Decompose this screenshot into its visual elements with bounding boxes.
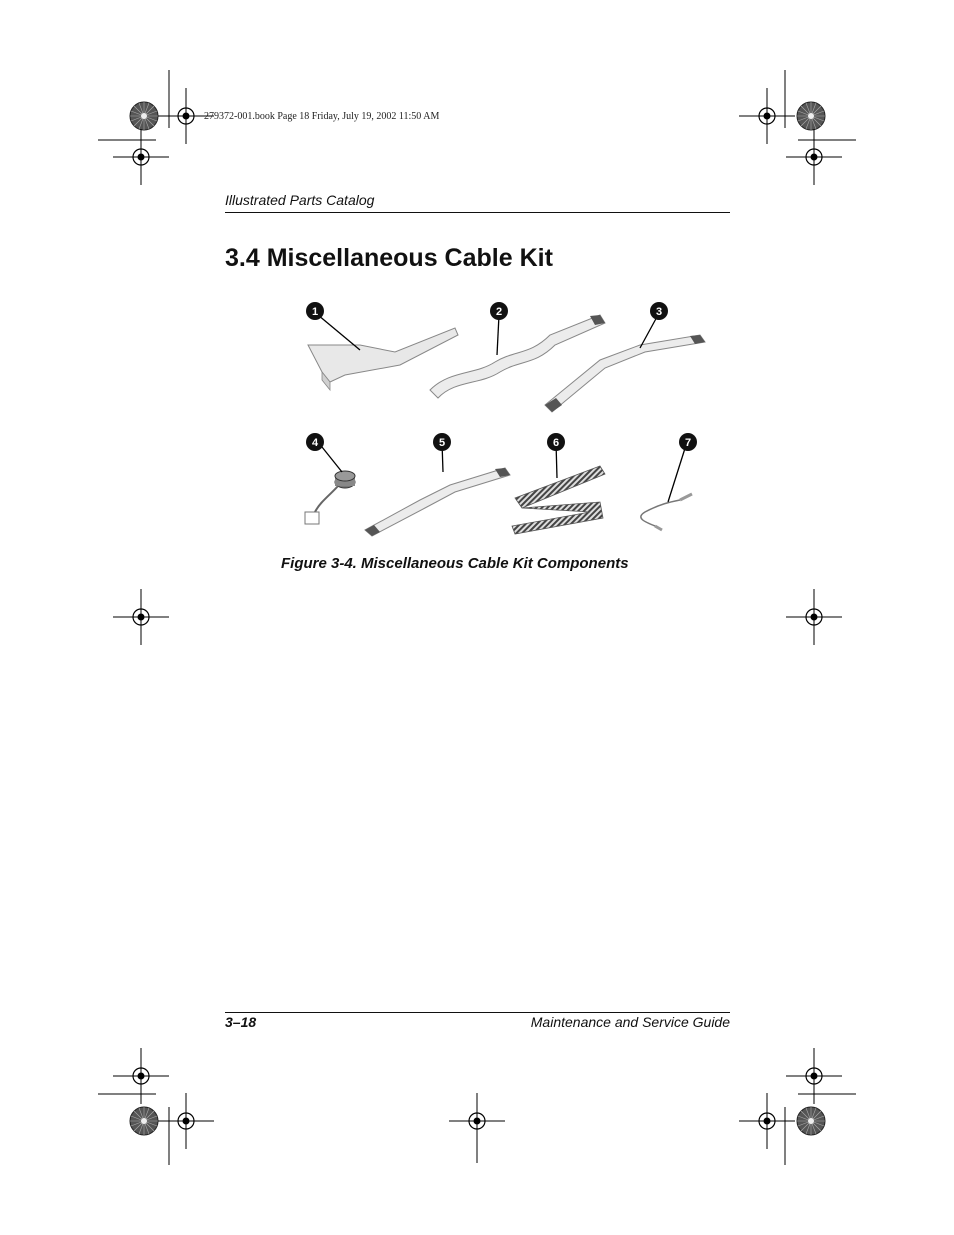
figure-caption: Figure 3-4. Miscellaneous Cable Kit Components: [281, 555, 629, 572]
svg-text:3: 3: [655, 306, 663, 318]
running-head: Illustrated Parts Catalog: [225, 192, 375, 208]
callout-1: [306, 302, 324, 320]
registration-mark-bottom-right: [739, 1093, 795, 1149]
header-rule: [225, 212, 730, 213]
color-target-bottom-right: [797, 1107, 825, 1135]
color-target-bottom-left: [130, 1107, 158, 1135]
registration-mark-right-lower: [786, 1048, 842, 1104]
registration-mark-bottom-left: [158, 1093, 214, 1149]
svg-text:7: 7: [684, 437, 692, 449]
callout-6: [547, 433, 565, 451]
registration-mark-left-middle: [113, 589, 169, 645]
color-target-top-right: [797, 102, 825, 130]
cable-7-illustration: [641, 442, 692, 530]
svg-text:5: 5: [438, 437, 446, 449]
registration-mark-top-right: [739, 88, 795, 144]
callout-5: [433, 433, 451, 451]
callout-7: [679, 433, 697, 451]
registration-mark-left-lower: [113, 1048, 169, 1104]
callout-4: [306, 433, 324, 451]
section-heading: 3.4 Miscellaneous Cable Kit: [225, 244, 553, 272]
svg-text:2: 2: [495, 306, 503, 318]
print-slug: 279372-001.book Page 18 Friday, July 19, 2002 11:50 AM: [204, 111, 440, 122]
color-target-top-left: [130, 102, 158, 130]
page-number: 3–18: [225, 1014, 257, 1030]
cable-kit-figure: [300, 290, 720, 542]
registration-mark-right-middle: [786, 589, 842, 645]
crop-mark-top-right: [785, 70, 856, 140]
footer-rule: [225, 1012, 730, 1013]
cable-6-illustration: [512, 442, 605, 534]
svg-text:6: 6: [552, 437, 560, 449]
crop-mark-top-left: [98, 70, 169, 140]
svg-text:4: 4: [311, 437, 319, 449]
cable-5-illustration: [365, 442, 510, 536]
callout-3: [650, 302, 668, 320]
registration-mark-left-upper: [113, 129, 169, 185]
registration-mark-right-upper: [786, 129, 842, 185]
svg-text:1: 1: [311, 306, 319, 318]
callout-2: [490, 302, 508, 320]
cable-1-illustration: [308, 315, 458, 390]
cable-4-illustration: [305, 442, 355, 524]
book-title: Maintenance and Service Guide: [530, 1014, 730, 1030]
